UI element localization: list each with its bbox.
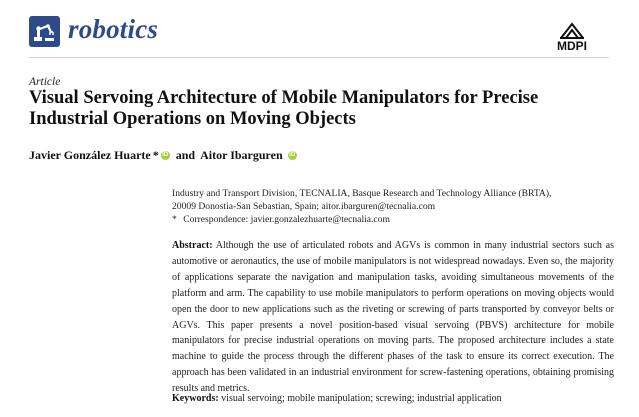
keywords — [172, 393, 502, 404]
affiliation-line-2: 20009 Donostia-San Sebastian, Spain; aitor.ibarguren@tecnalia.com — [172, 201, 436, 212]
corresponding-mark: * — [152, 148, 159, 162]
article-type: Article — [29, 76, 61, 88]
author-1[interactable]: Javier González Huarte — [29, 148, 151, 162]
abstract-label: Abstract: — [172, 240, 213, 251]
correspondence-mark: * — [172, 214, 177, 225]
affiliation-line-1: Industry and Transport Division, TECNALIA, Basque Research and Technology Alliance (BRTA), — [172, 188, 552, 199]
author-conjunction: and — [175, 148, 196, 162]
correspondence-text[interactable]: Correspondence: javier.gonzalezhuarte@tecnalia.com — [183, 214, 390, 225]
header-divider — [29, 57, 609, 58]
author-2[interactable]: Aitor Ibarguren — [200, 148, 283, 162]
correspondence — [172, 213, 612, 226]
keywords-label: Keywords: — [172, 393, 219, 404]
article-title — [29, 88, 619, 130]
mdpi-emblem-icon — [559, 20, 585, 40]
affiliations — [172, 187, 612, 226]
publisher-name: MDPI — [557, 39, 587, 53]
title-line-1: Visual Servoing Architecture of Mobile Manipulators for Precise — [29, 88, 539, 108]
abstract-text: Although the use of articulated robots and AGVs is common in many industrial sectors such as automotive or aeronautics, the use of mobile manipulators is not widespread nowadays. Even so, the majority of applications separate the navigation and manipulation tasks, avoiding simultaneous movements of the platform and arm. The capability to use mobile manipulators to perform operations on moving objects would open the door to new applications such as the riveting or screwing of parts transported by conveyor belts or AGVs. This paper presents a novel position-based visual servoing (PBVS) architecture for mobile manipulators for precise industrial operations on moving parts. The proposed architecture includes a state machine to guide the process through the different phases of the task to ensure its correct execution. The approach has been validated in an industrial environment for screw-fastening operations, obtaining promising results and metrics. — [172, 240, 614, 395]
publisher-logo — [557, 20, 587, 53]
robot-arm-icon — [32, 19, 57, 44]
journal-name: robotics — [68, 14, 159, 44]
orcid-icon[interactable]: iD — [289, 152, 296, 158]
keywords-text: visual servoing; mobile manipulation; screwing; industrial application — [221, 393, 502, 404]
journal-logo — [29, 16, 60, 47]
authors — [29, 148, 297, 163]
title-line-2: Industrial Operations on Moving Objects — [29, 109, 356, 129]
abstract — [172, 238, 614, 397]
orcid-icon[interactable]: iD — [162, 152, 169, 158]
